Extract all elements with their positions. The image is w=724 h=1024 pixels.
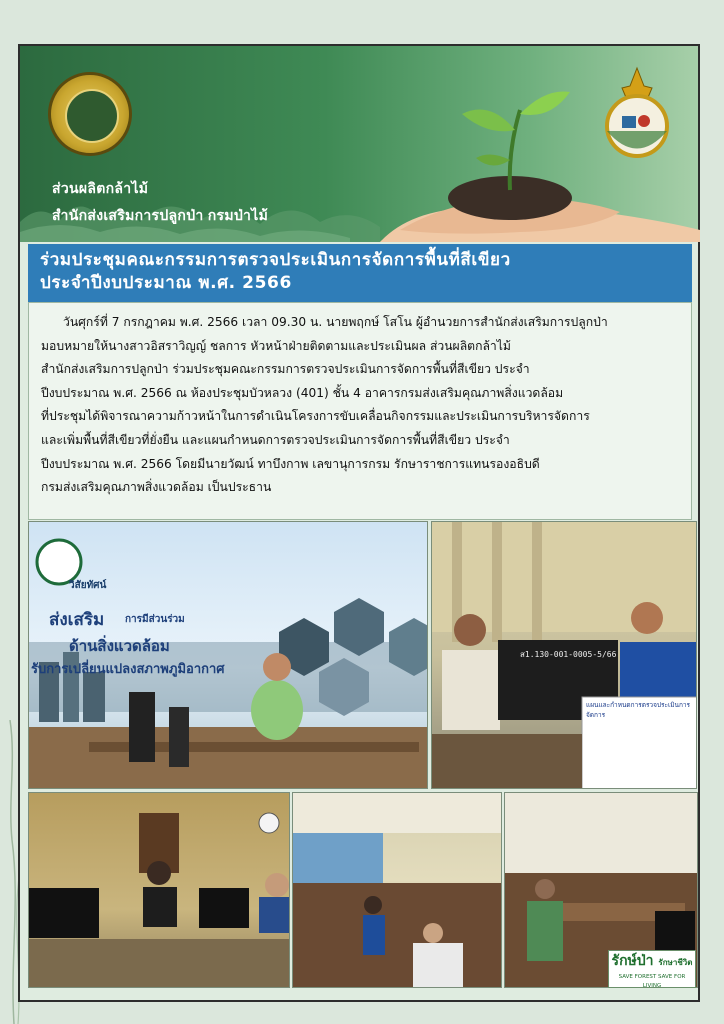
meeting-photo-participants	[28, 792, 290, 988]
badge-subtitle: SAVE FOREST SAVE FOR LIVING	[618, 974, 686, 989]
body-line: มอบหมายให้นางสาวอิสราวิญญ์ ชลการ หัวหน้าฝ่ายติดตามและประเมินผล ส่วนผลิตกล้าไม้	[41, 338, 511, 353]
body-line: สำนักส่งเสริมการปลูกป่า ร่วมประชุมคณะกรรมการตรวจประเมินการจัดการพื้นที่สีเขียว ประจำ	[41, 362, 530, 377]
body-line: วันศุกร์ที่ 7 กรกฎาคม พ.ศ. 2566 เวลา 09.30 น. นายพฤกษ์ โสโน ผู้อำนวยการสำนักส่งเสริมการปลูกป่า	[63, 315, 608, 329]
unit-name-line2: สำนักส่งเสริมการปลูกป่า กรมป่าไม้	[52, 207, 269, 223]
unit-name-line1: ส่วนผลิตกล้าไม้	[52, 180, 149, 196]
title-line1: ร่วมประชุมคณะกรรมการตรวจประเมินการจัดการพื้นที่สีเขียว	[40, 250, 511, 270]
body-line: ปีงบประมาณ พ.ศ. 2566 โดยมีนายวัฒน์ ทาบึงกาพ เลขานุการกรม รักษาราชการแทนรองอธิบดี	[41, 456, 540, 471]
room-wide-scene-graphic	[293, 793, 502, 988]
participants-scene-graphic	[29, 793, 290, 988]
banner-vision-label: วิสัยทัศน์	[69, 580, 107, 591]
meeting-photo-room-wide	[292, 792, 502, 988]
title-line2: ประจำปีงบประมาณ พ.ศ. 2566	[40, 273, 292, 293]
body-line: ปีงบประมาณ พ.ศ. 2566 ณ ห้องประชุมบัวหลวง (401) ชั้น 4 อาคารกรมส่งเสริมคุณภาพสิ่งแวดล้อม	[41, 385, 564, 400]
banner-text-promote: ส่งเสริม	[49, 610, 105, 630]
document-title: แผนและกำหนดการตรวจประเมินการจัดการ	[586, 701, 691, 719]
badge-title	[609, 951, 695, 973]
monitor-label: ส1.130-001-0005-5/66	[520, 650, 617, 659]
banner-text-climate: รับการเปลี่ยนแปลงสภาพภูมิอากาศ	[31, 662, 225, 677]
news-body	[28, 302, 692, 520]
meeting-photo-monitors	[431, 521, 697, 789]
seedling-in-hands-icon	[370, 80, 700, 242]
forest-department-logo	[48, 72, 132, 156]
tree-emblem-icon	[65, 89, 119, 143]
badge-title-main: รักษ์ป่า	[611, 953, 654, 969]
body-line: และเพิ่มพื้นที่สีเขียวที่ยั่งยืน และแผนกำหนดการตรวจประเมินการจัดการพื้นที่สีเขียว ประจำ	[41, 432, 510, 447]
body-line: กรมส่งเสริมคุณภาพสิ่งแวดล้อม เป็นประธาน	[41, 480, 272, 495]
save-forest-badge	[608, 950, 696, 988]
badge-title-sub: รักษาชีวิต	[658, 958, 693, 967]
body-line: ที่ประชุมได้พิจารณาความก้าวหน้าในการดำเนินโครงการขับเคลื่อนกิจกรรมและประเมินการบริหารจัดการ	[41, 409, 590, 424]
banner-text-participation: การมีส่วนร่วม	[125, 614, 185, 625]
meeting-photo-main	[28, 521, 428, 789]
page-title	[28, 244, 692, 302]
banner-text-environment: ด้านสิ่งแวดล้อม	[69, 637, 170, 655]
